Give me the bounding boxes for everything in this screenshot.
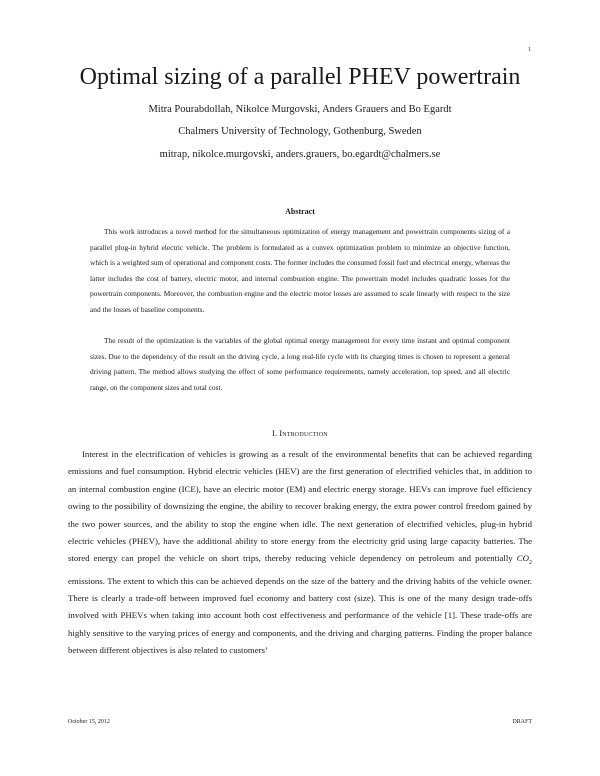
section-number: I. [272,428,278,438]
co2-formula [517,553,529,563]
paper-title: Optimal sizing of a parallel PHEV powertrain [79,64,521,90]
introduction-body [68,446,532,660]
section-title-text: Introduction [279,428,328,438]
abstract-heading: Abstract [285,207,315,216]
page-number: 1 [528,47,531,53]
section-title [279,428,328,438]
abstract-paragraph-1 [90,224,510,318]
footer-status: DRAFT [512,719,532,725]
author-emails: mitrap, nikolce.murgovski, anders.grauers, bo.egardt@chalmers.se [159,149,441,160]
affiliation: Chalmers University of Technology, Gothenburg, Sweden [178,126,422,137]
abstract-paragraph-2 [90,333,510,395]
co2-subscript: 2 [529,560,532,567]
footer-date: October 15, 2012 [68,719,110,725]
abstract-text-1: This work introduces a novel method for the simultaneous optimization of energy management and powertrain components sizing of a parallel plug-in hybrid electric vehicle. The problem is formulated as a convex optimization problem to minimize an objective function, which is a weighted sum of operational and component costs. The former includes the consumed fossil fuel and electrical energy, whereas the latter includes the cost of battery, electric motor, and internal combustion engine. The powertrain model includes quadratic losses for the powertrain components. Moreover, the combustion engine and the electric motor losses are assumed to scale linearly with respect to the size and the losses of baseline components. [90,227,510,314]
intro-text-part-2: emissions. The extent to which this can be achieved depends on the size of the battery and the driving habits of the vehicle owner. There is clearly a trade-off between improved fuel economy and battery cost (size). This is one of the many design trade-offs involved with PHEVs when taking into account both cost effectiveness and performance of the vehicle [1]. These trade-offs are highly sensitive to the varying prices of energy and components, and the driving and charging patterns. Finding the proper balance between different objectives is also related to customers’ [68,575,532,656]
author-list: Mitra Pourabdollah, Nikolce Murgovski, Anders Grauers and Bo Egardt [148,104,452,115]
section-heading [0,428,600,438]
co2-letters: CO [516,553,529,564]
abstract-text-2: The result of the optimization is the variables of the global optimal energy management for every time instant and optimal component sizes. Due to the dependency of the result on the driving cycle, a long real-life cycle with its charging times is chosen to represent a general driving pattern. The method allows studying the effect of some performance requirements, namely acceleration, top speed, and all electric range, on the component sizes and total cost. [90,336,510,392]
intro-text-part-1: Interest in the electrification of vehicles is growing as a result of the environmental benefits that can be achieved regarding emissions and fuel consumption. Hybrid electric vehicles (HEV) are the first generation of electrified vehicles that, in addition to an internal combustion engine (ICE), have an electric motor (EM) and electric energy storage. HEVs can improve fuel efficiency owing to the possibility of downsizing the engine, the ability to recover braking energy, the extra power control freedom gained by the two power sources, and the ability to stop the engine when idle. The next generation of electrified vehicles, plug-in hybrid electric vehicles (PHEV), have the additional ability to store energy from the electricity grid using large capacity batteries. The stored energy can propel the vehicle on short trips, thereby reducing vehicle dependency on petroleum and potentially [68,449,532,564]
